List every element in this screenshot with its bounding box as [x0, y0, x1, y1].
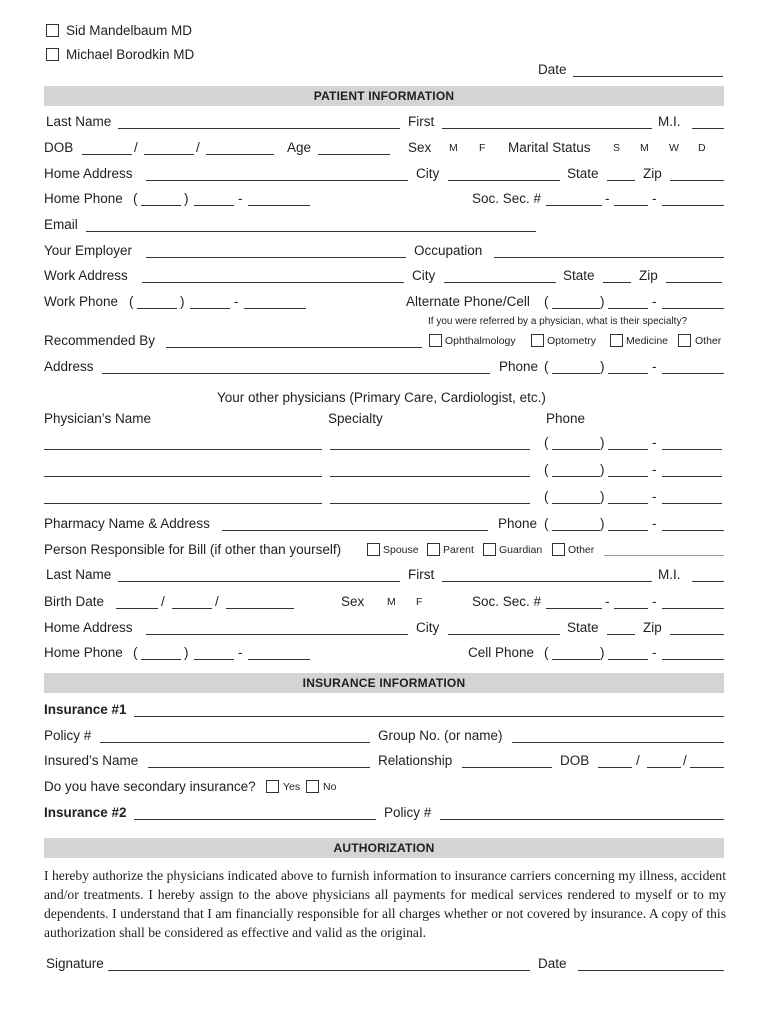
occupation-field[interactable]: [494, 257, 724, 258]
insurance-information-header: INSURANCE INFORMATION: [44, 673, 724, 693]
pharmacy-phone-area-field[interactable]: [552, 530, 600, 531]
referrer-phone-prefix-field[interactable]: [608, 373, 648, 374]
resp-ssn-part1-field[interactable]: [546, 608, 602, 609]
referred-specialty-question: If you were referred by a physician, what is their specialty?: [428, 316, 688, 327]
recommended-by-label: Recommended By: [44, 333, 156, 348]
phone-paren: ): [600, 489, 605, 504]
parent-label: Parent: [443, 544, 474, 556]
insurance1-field[interactable]: [134, 716, 724, 717]
home-address-label: Home Address: [44, 166, 133, 181]
ssn-part3-field[interactable]: [662, 205, 724, 206]
other-physicians-title: Your other physicians (Primary Care, Cardiologist, etc.): [217, 390, 546, 405]
resp-last-name-label: Last Name: [46, 567, 112, 582]
work-address-label: Work Address: [44, 268, 128, 283]
date-separator: /: [215, 594, 219, 609]
other-specialty-checkbox[interactable]: [678, 334, 691, 347]
phone-paren: ): [184, 645, 189, 660]
resp-home-phone-prefix-field[interactable]: [194, 659, 234, 660]
state-field[interactable]: [607, 180, 635, 181]
resp-home-phone-line-field[interactable]: [248, 659, 310, 660]
physician-phone-prefix-field[interactable]: [608, 476, 648, 477]
specialty-header: Specialty: [328, 411, 383, 426]
physician-specialty-field[interactable]: [330, 449, 530, 450]
marital-option-w[interactable]: W: [669, 142, 679, 154]
date-separator: /: [161, 594, 165, 609]
ssn-part2-field[interactable]: [614, 205, 648, 206]
insured-dob-day-field[interactable]: [647, 767, 681, 768]
optometry-checkbox[interactable]: [531, 334, 544, 347]
phone-dash: -: [652, 462, 657, 477]
signature-date-label: Date: [538, 956, 567, 971]
physician-phone-area-field[interactable]: [552, 476, 600, 477]
resp-zip-field[interactable]: [670, 634, 724, 635]
dob-day-field[interactable]: [144, 154, 194, 155]
phone-paren: ): [600, 435, 605, 450]
physician-label-mandelbaum: Sid Mandelbaum MD: [66, 23, 193, 38]
physician-phone-line-field[interactable]: [662, 503, 722, 504]
sex-option-f[interactable]: F: [479, 142, 486, 154]
physician-phone-area-field[interactable]: [552, 503, 600, 504]
home-phone-prefix-field[interactable]: [194, 205, 234, 206]
work-city-label: City: [412, 268, 436, 283]
phone-dash: -: [652, 489, 657, 504]
optometry-label: Optometry: [547, 335, 597, 347]
dob-year-field[interactable]: [206, 154, 274, 155]
date-field[interactable]: [573, 76, 723, 77]
phone-dash: -: [652, 359, 657, 374]
referrer-phone-area-field[interactable]: [552, 373, 600, 374]
home-phone-line-field[interactable]: [248, 205, 310, 206]
work-phone-area-field[interactable]: [137, 308, 177, 309]
resp-sex-label: Sex: [341, 594, 365, 609]
ophthalmology-label: Ophthalmology: [445, 335, 516, 347]
insured-dob-month-field[interactable]: [598, 767, 632, 768]
age-field[interactable]: [318, 154, 390, 155]
patient-information-header: PATIENT INFORMATION: [44, 86, 724, 106]
physician-phone-prefix-field[interactable]: [608, 503, 648, 504]
pharmacy-label: Pharmacy Name & Address: [44, 516, 210, 531]
phone-paren: (: [544, 462, 549, 477]
physician-checkbox-borodkin[interactable]: [46, 48, 59, 61]
secondary-yes-checkbox[interactable]: [266, 780, 279, 793]
last-name-field[interactable]: [118, 128, 400, 129]
secondary-no-checkbox[interactable]: [306, 780, 319, 793]
state-label: State: [567, 166, 599, 181]
first-name-field[interactable]: [442, 128, 652, 129]
resp-city-label: City: [416, 620, 440, 635]
other-specialty-label: Other: [695, 335, 722, 347]
marital-option-s[interactable]: S: [613, 142, 621, 154]
dob-label: DOB: [44, 140, 74, 155]
other-relation-field[interactable]: [604, 555, 724, 556]
relationship-label: Relationship: [378, 753, 453, 768]
resp-sex-option-f[interactable]: F: [416, 596, 423, 608]
phone-header: Phone: [546, 411, 586, 426]
resp-birth-date-label: Birth Date: [44, 594, 105, 609]
resp-ssn-part3-field[interactable]: [662, 608, 724, 609]
ssn-dash: -: [605, 191, 610, 206]
phone-paren: ): [600, 359, 605, 374]
resp-first-name-label: First: [408, 567, 435, 582]
ophthalmology-checkbox[interactable]: [429, 334, 442, 347]
dob-separator: /: [134, 140, 138, 155]
medicine-checkbox[interactable]: [610, 334, 623, 347]
alt-phone-line-field[interactable]: [662, 308, 724, 309]
physician-name-field[interactable]: [44, 503, 322, 504]
work-phone-prefix-field[interactable]: [190, 308, 230, 309]
resp-cell-phone-prefix-field[interactable]: [608, 659, 648, 660]
date-separator: /: [683, 753, 687, 768]
phone-paren: ): [184, 191, 189, 206]
responsible-party-label: Person Responsible for Bill (if other than yourself): [44, 542, 342, 557]
insurance2-field[interactable]: [134, 819, 376, 820]
work-phone-label: Work Phone: [44, 294, 119, 309]
resp-home-phone-area-field[interactable]: [141, 659, 181, 660]
spouse-checkbox[interactable]: [367, 543, 380, 556]
age-label: Age: [287, 140, 312, 155]
policy2-label: Policy #: [384, 805, 432, 820]
resp-city-field[interactable]: [448, 634, 560, 635]
phone-paren: (: [133, 191, 138, 206]
signature-field[interactable]: [108, 970, 530, 971]
other-relation-label: Other: [568, 544, 595, 556]
email-label: Email: [44, 217, 78, 232]
work-city-field[interactable]: [444, 282, 556, 283]
dob-separator: /: [196, 140, 200, 155]
last-name-label: Last Name: [46, 114, 112, 129]
resp-state-field[interactable]: [607, 634, 635, 635]
authorization-text: I hereby authorize the physicians indicated above to furnish information to insurance carriers concerning my illness, accident and/or treatments. I hereby assign to the above physicians all payments for medical services rendered to myself or to my dependents. I understand that I am financially responsible for all charges whether or not covered by insurance. A copy of this authorization shall be considered as effective and valid as the original.: [44, 868, 726, 940]
group-field[interactable]: [512, 742, 724, 743]
insurance2-label: Insurance #2: [44, 805, 127, 820]
insurance1-label: Insurance #1: [44, 702, 127, 717]
referrer-phone-line-field[interactable]: [662, 373, 724, 374]
phone-paren: ): [600, 462, 605, 477]
resp-birth-year-field[interactable]: [226, 608, 294, 609]
work-state-field[interactable]: [603, 282, 631, 283]
physician-name-header: Physician’s Name: [44, 411, 152, 426]
work-phone-line-field[interactable]: [244, 308, 306, 309]
resp-sex-option-m[interactable]: M: [387, 596, 396, 608]
ssn-label: Soc. Sec. #: [472, 191, 542, 206]
group-label: Group No. (or name): [378, 728, 503, 743]
phone-paren: ): [180, 294, 185, 309]
marital-option-d[interactable]: D: [698, 142, 706, 154]
phone-paren: (: [544, 294, 549, 309]
authorization-header: AUTHORIZATION: [44, 838, 724, 858]
physician-name-field[interactable]: [44, 449, 322, 450]
phone-paren: (: [544, 359, 549, 374]
pharmacy-phone-line-field[interactable]: [662, 530, 724, 531]
resp-zip-label: Zip: [643, 620, 662, 635]
recommended-by-field[interactable]: [166, 347, 422, 348]
marital-option-m[interactable]: M: [640, 142, 649, 154]
alt-phone-area-field[interactable]: [552, 308, 600, 309]
guardian-label: Guardian: [499, 544, 543, 556]
referrer-address-label: Address: [44, 359, 94, 374]
insured-name-field[interactable]: [148, 767, 370, 768]
referrer-phone-label: Phone: [499, 359, 539, 374]
physician-phone-line-field[interactable]: [662, 449, 722, 450]
home-phone-label: Home Phone: [44, 191, 123, 206]
work-zip-field[interactable]: [666, 282, 722, 283]
signature-date-field[interactable]: [578, 970, 724, 971]
spouse-label: Spouse: [383, 544, 419, 556]
physician-label-borodkin: Michael Borodkin MD: [66, 47, 195, 62]
phone-dash: -: [234, 294, 239, 309]
physician-phone-line-field[interactable]: [662, 476, 722, 477]
resp-cell-phone-label: Cell Phone: [468, 645, 535, 660]
employer-field[interactable]: [146, 257, 406, 258]
guardian-checkbox[interactable]: [483, 543, 496, 556]
work-state-label: State: [563, 268, 595, 283]
resp-birth-month-field[interactable]: [116, 608, 158, 609]
phone-paren: (: [544, 435, 549, 450]
mi-label: M.I.: [658, 114, 681, 129]
policy2-field[interactable]: [440, 819, 724, 820]
phone-paren: ): [600, 645, 605, 660]
sex-option-m[interactable]: M: [449, 142, 458, 154]
insured-name-label: Insured’s Name: [44, 753, 139, 768]
work-address-field[interactable]: [142, 282, 404, 283]
phone-dash: -: [652, 294, 657, 309]
phone-dash: -: [238, 191, 243, 206]
insured-dob-label: DOB: [560, 753, 590, 768]
physician-name-field[interactable]: [44, 476, 322, 477]
resp-cell-phone-area-field[interactable]: [552, 659, 600, 660]
signature-label: Signature: [46, 956, 104, 971]
zip-label: Zip: [643, 166, 662, 181]
employer-label: Your Employer: [44, 243, 133, 258]
physician-checkbox-mandelbaum[interactable]: [46, 24, 59, 37]
phone-dash: -: [652, 516, 657, 531]
resp-cell-phone-line-field[interactable]: [662, 659, 724, 660]
city-label: City: [416, 166, 440, 181]
email-field[interactable]: [86, 231, 536, 232]
home-address-field[interactable]: [146, 180, 408, 181]
date-separator: /: [636, 753, 640, 768]
pharmacy-field[interactable]: [222, 530, 488, 531]
other-relation-checkbox[interactable]: [552, 543, 565, 556]
phone-paren: (: [544, 516, 549, 531]
work-zip-label: Zip: [639, 268, 658, 283]
ssn-dash: -: [605, 594, 610, 609]
city-field[interactable]: [448, 180, 560, 181]
phone-dash: -: [652, 645, 657, 660]
secondary-insurance-question: Do you have secondary insurance?: [44, 779, 256, 794]
resp-home-address-field[interactable]: [146, 634, 408, 635]
ssn-part1-field[interactable]: [546, 205, 602, 206]
phone-paren: (: [544, 489, 549, 504]
resp-last-name-field[interactable]: [118, 581, 400, 582]
phone-paren: ): [600, 294, 605, 309]
date-label: Date: [538, 62, 567, 77]
policy-field[interactable]: [100, 742, 370, 743]
mi-field[interactable]: [692, 128, 724, 129]
resp-home-phone-label: Home Phone: [44, 645, 123, 660]
phone-paren: (: [133, 645, 138, 660]
physician-phone-area-field[interactable]: [552, 449, 600, 450]
resp-state-label: State: [567, 620, 599, 635]
phone-paren: ): [600, 516, 605, 531]
marital-status-label: Marital Status: [508, 140, 591, 155]
insured-dob-year-field[interactable]: [690, 767, 724, 768]
policy-label: Policy #: [44, 728, 92, 743]
resp-ssn-label: Soc. Sec. #: [472, 594, 542, 609]
alt-phone-prefix-field[interactable]: [608, 308, 648, 309]
physician-phone-prefix-field[interactable]: [608, 449, 648, 450]
first-name-label: First: [408, 114, 435, 129]
phone-dash: -: [652, 435, 657, 450]
ssn-dash: -: [652, 191, 657, 206]
resp-home-address-label: Home Address: [44, 620, 133, 635]
home-phone-area-field[interactable]: [141, 205, 181, 206]
medicine-label: Medicine: [626, 335, 669, 347]
sex-label: Sex: [408, 140, 432, 155]
pharmacy-phone-prefix-field[interactable]: [608, 530, 648, 531]
pharmacy-phone-label: Phone: [498, 516, 538, 531]
secondary-no-label: No: [323, 781, 337, 793]
resp-birth-day-field[interactable]: [172, 608, 212, 609]
parent-checkbox[interactable]: [427, 543, 440, 556]
phone-dash: -: [238, 645, 243, 660]
ssn-dash: -: [652, 594, 657, 609]
dob-month-field[interactable]: [82, 154, 132, 155]
resp-mi-label: M.I.: [658, 567, 681, 582]
occupation-label: Occupation: [414, 243, 483, 258]
resp-first-name-field[interactable]: [442, 581, 652, 582]
resp-ssn-part2-field[interactable]: [614, 608, 648, 609]
alt-phone-label: Alternate Phone/Cell: [406, 294, 530, 309]
physician-specialty-field[interactable]: [330, 503, 530, 504]
zip-field[interactable]: [670, 180, 724, 181]
phone-paren: (: [129, 294, 134, 309]
phone-paren: (: [544, 645, 549, 660]
physician-specialty-field[interactable]: [330, 476, 530, 477]
relationship-field[interactable]: [462, 767, 552, 768]
secondary-yes-label: Yes: [283, 781, 301, 793]
resp-mi-field[interactable]: [692, 581, 724, 582]
referrer-address-field[interactable]: [102, 373, 490, 374]
